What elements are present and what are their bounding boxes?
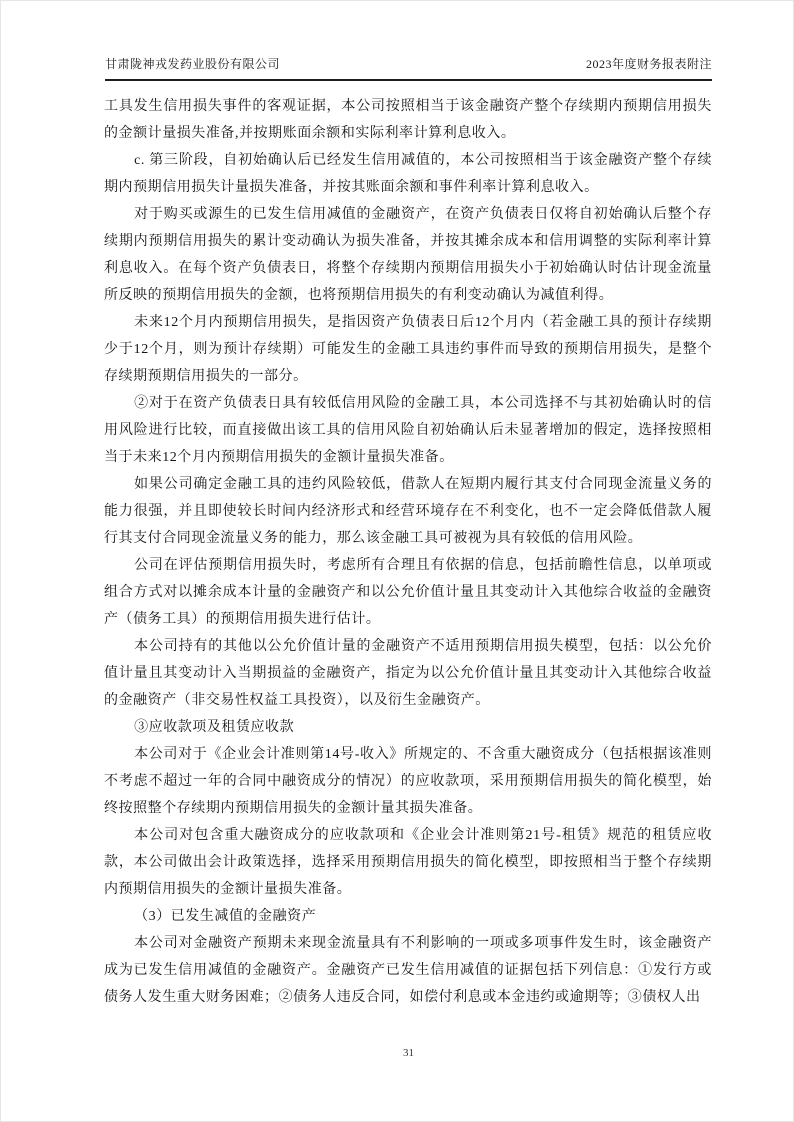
paragraph: c. 第三阶段，自初始确认后已经发生信用减值的，本公司按照相当于该金融资产整个存续期内预期信用损失计量损失准备，并按其账面余额和事件利率计算利息收入。 xyxy=(104,153,712,195)
paragraph: 工具发生信用损失事件的客观证据，本公司按照相当于该金融资产整个存续期内预期信用损失的金额计量损失准备,并按期账面余额和实际利率计算利息收入。 xyxy=(104,99,712,141)
paragraph: 本公司对于《企业会计准则第14号-收入》所规定的、不含重大融资成分（包括根据该准则不考虑不超过一年的合同中融资成分的情况）的应收款项，采用预期信用损失的简化模型，始终按照整个存续期内预期信用损失的金额计量其损失准备。 xyxy=(104,747,712,816)
page-number: 31 xyxy=(403,1047,414,1059)
paragraph: 未来12个月内预期信用损失，是指因资产负债表日后12个月内（若金融工具的预计存续期少于12个月，则为预计存续期）可能发生的金融工具违约事件而导致的预期信用损失，是整个存续期预期信用损失的一部分。 xyxy=(104,315,712,384)
page-header xyxy=(105,55,712,81)
paragraph: 本公司持有的其他以公允价值计量的金融资产不适用预期信用损失模型，包括：以公允价值计量且其变动计入当期损益的金融资产，指定为以公允价值计量且其变动计入其他综合收益的金融资产（非交易性权益工具投资），以及衍生金融资产。 xyxy=(104,639,712,708)
paragraph: 公司在评估预期信用损失时，考虑所有合理且有依据的信息，包括前瞻性信息，以单项或组合方式对以摊余成本计量的金融资产和以公允价值计量且其变动计入其他综合收益的金融资产（债务工具）的预期信用损失进行估计。 xyxy=(104,558,712,627)
header-doc-title: 2023年度财务报表附注 xyxy=(585,57,712,71)
paragraph: 对于购买或源生的已发生信用减值的金融资产，在资产负债表日仅将自初始确认后整个存续期内预期信用损失的累计变动确认为损失准备，并按其摊余成本和信用调整的实际利率计算利息收入。在每个资产负债表日，将整个存续期内预期信用损失小于初始确认时估计现金流量所反映的预期信用损失的金额，也将预期信用损失的有利变动确认为减值利得。 xyxy=(104,207,712,303)
paragraph: 本公司对包含重大融资成分的应收款项和《企业会计准则第21号-租赁》规范的租赁应收款，本公司做出会计政策选择，选择采用预期信用损失的简化模型，即按照相当于整个存续期内预期信用损失的金额计量损失准备。 xyxy=(104,828,712,897)
paragraph: ③应收款项及租赁应收款 xyxy=(134,720,295,735)
paragraph: 如果公司确定金融工具的违约风险较低，借款人在短期内履行其支付合同现金流量义务的能力很强，并且即使较长时间内经济形式和经营环境存在不利变化，也不一定会降低借款人履行其支付合同现金流量义务的能力，那么该金融工具可被视为具有较低的信用风险。 xyxy=(104,477,712,546)
paragraph: 本公司对金融资产预期未来现金流量具有不利影响的一项或多项事件发生时，该金融资产成为已发生信用减值的金融资产。金融资产已发生信用减值的证据包括下列信息：①发行方或债务人发生重大财务困难；②债务人违反合同，如偿付利息或本金违约或逾期等；③债权人出 xyxy=(104,936,712,1005)
page-footer xyxy=(105,1047,712,1059)
paragraph: ②对于在资产负债表日具有较低信用风险的金融工具，本公司选择不与其初始确认时的信用风险进行比较，而直接做出该工具的信用风险自初始确认后未显著增加的假定，选择按照相当于未来12个月内预期信用损失的金额计量损失准备。 xyxy=(104,396,712,465)
document-body xyxy=(104,93,712,1011)
paragraph: （3）已发生减值的金融资产 xyxy=(134,909,317,924)
header-company-name: 甘肃陇神戎发药业股份有限公司 xyxy=(105,57,281,71)
